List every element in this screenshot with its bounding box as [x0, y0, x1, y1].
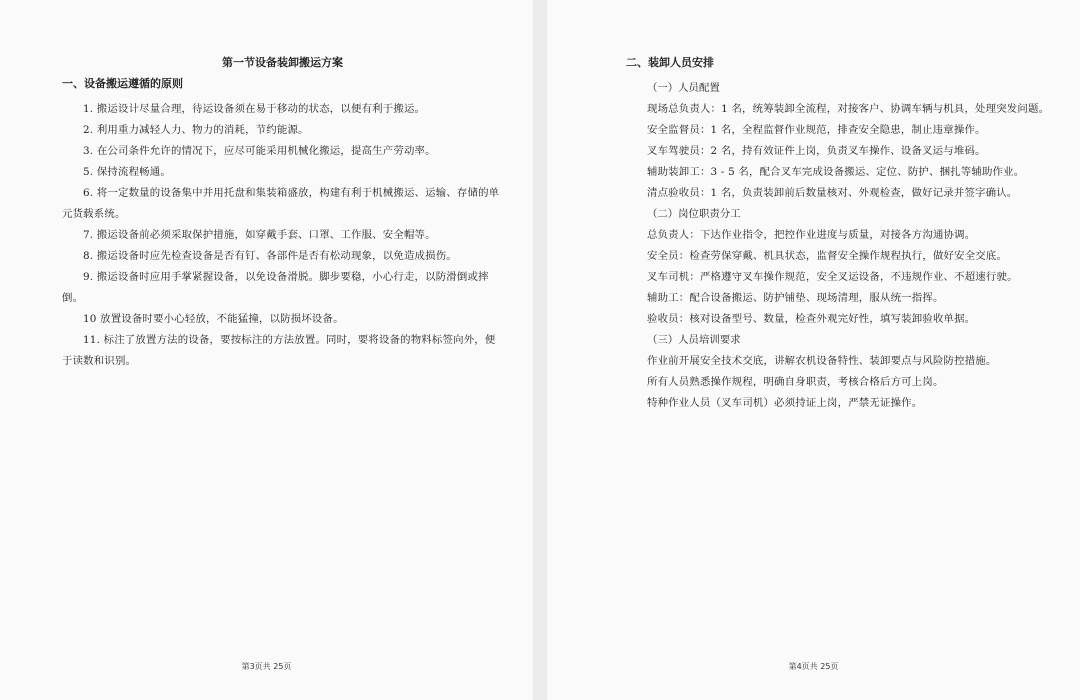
list-item: 叉车司机：严格遵守叉车操作规范，安全叉运设备，不违规作业、不超速行驶。 [647, 271, 1018, 283]
page-content [626, 56, 1056, 414]
section-title: 第一节设备装卸搬运方案 [222, 56, 343, 69]
list-item: 叉车驾驶员：2 名，持有效证件上岗，负责叉车操作、设备叉运与堆码。 [647, 145, 986, 157]
list-item: 安全监督员：1 名，全程监督作业规范，排查安全隐患，制止违章操作。 [647, 124, 986, 136]
subsection-title: （三）人员培训要求 [647, 334, 741, 346]
list-item: 特种作业人员（叉车司机）必须持证上岗，严禁无证操作。 [647, 397, 923, 409]
page-footer: 第4页共 25页 [788, 662, 839, 671]
page-footer: 第3页共 25页 [241, 662, 292, 671]
list-item: 辅助装卸工：3 - 5 名，配合叉车完成设备搬运、定位、防护、捆扎等辅助作业。 [647, 166, 1025, 178]
document-page-3 [0, 0, 533, 700]
section-heading: 二、装卸人员安排 [626, 56, 714, 69]
list-item: 安全员：检查劳保穿戴、机具状态，监督安全操作规程执行，做好安全交底。 [647, 250, 1008, 262]
list-item: 辅助工：配合设备搬运、防护铺垫、现场清理，服从统一指挥。 [647, 292, 944, 304]
list-item: 清点验收员：1 名，负责装卸前后数量核对、外观检查，做好记录并签字确认。 [647, 187, 1018, 199]
document-page-4 [547, 0, 1080, 700]
list-item: 1. 搬运设计尽量合理，待运设备须在易于移动的状态，以便有利于搬运。 [83, 103, 426, 115]
list-item: 作业前开展安全技术交底，讲解农机设备特性、装卸要点与风险防控措施。 [647, 355, 997, 367]
list-item: 10 放置设备时要小心轻放，不能猛撞，以防损坏设备。 [83, 313, 344, 325]
list-item: 现场总负责人：1 名，统筹装卸全流程，对接客户、协调车辆与机具，处理突发问题。 [647, 103, 1050, 115]
list-item: 所有人员熟悉操作规程，明确自身职责，考核合格后方可上岗。 [647, 376, 944, 388]
list-item: 总负责人：下达作业指令，把控作业进度与质量，对接各方沟通协调。 [647, 229, 976, 241]
list-item: 验收员：核对设备型号、数量，检查外观完好性，填写装卸验收单据。 [647, 313, 976, 325]
list-item: 5. 保持流程畅通。 [83, 166, 171, 178]
list-item: 7. 搬运设备前必须采取保护措施，如穿戴手套、口罩、工作服、安全帽等。 [83, 229, 436, 241]
section-heading: 一、设备搬运遵循的原则 [62, 77, 183, 90]
list-item: 9. 搬运设备时应用手掌紧握设备，以免设备滑脱。脚步要稳，小心行走，以防滑倒或摔倒。 [62, 271, 489, 304]
list-item: 2. 利用重力减轻人力、物力的消耗，节约能源。 [83, 124, 309, 136]
page-content [62, 56, 503, 372]
list-item: 11. 标注了放置方法的设备，要按标注的方法放置。同时，要将设备的物料标签向外，便于读数和识别。 [62, 334, 496, 367]
list-item: 6. 将一定数量的设备集中并用托盘和集装箱盛放，构建有利于机械搬运、运输、存储的单元货载系统。 [62, 187, 500, 220]
subsection-title: （二）岗位职责分工 [647, 208, 741, 220]
list-item: 3. 在公司条件允许的情况下，应尽可能采用机械化搬运，提高生产劳动率。 [83, 145, 436, 157]
subsection-title: （一）人员配置 [647, 82, 720, 94]
list-item: 8. 搬运设备时应先检查设备是否有钉、各部件是否有松动现象，以免造成损伤。 [83, 250, 457, 262]
